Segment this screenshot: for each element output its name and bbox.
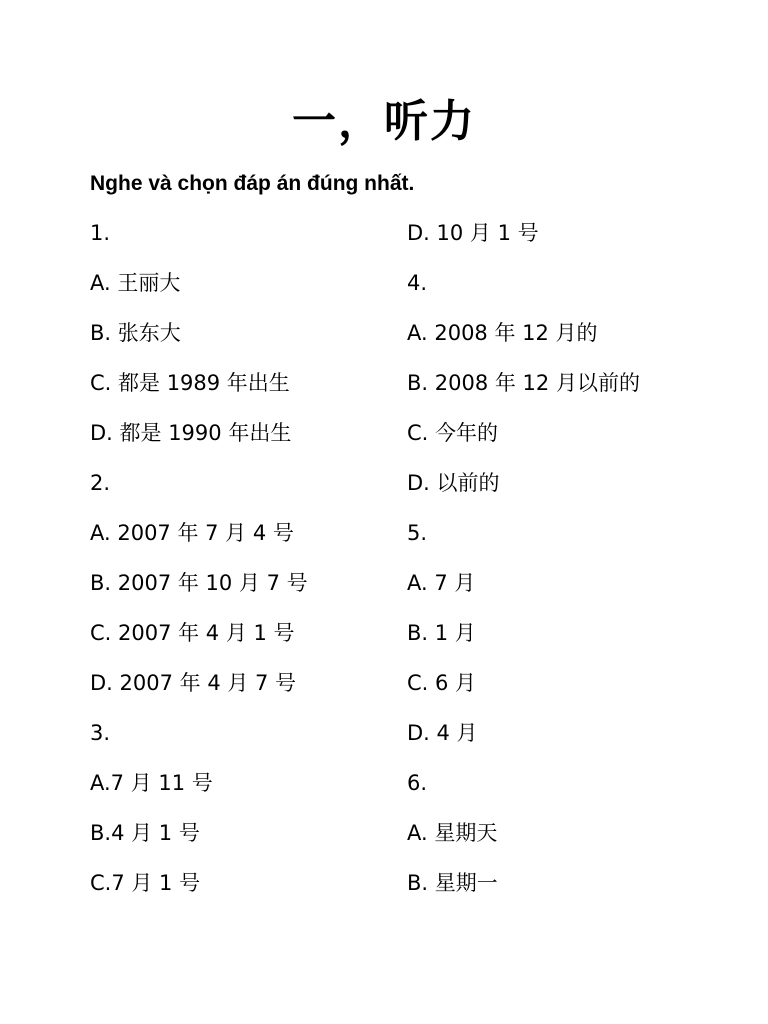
- instruction-text: Nghe và chọn đáp án đúng nhất.: [90, 172, 415, 195]
- answer-option: A. 王丽大: [90, 271, 181, 295]
- answer-option: A. 2008 年 12 月的: [407, 321, 598, 345]
- answer-option: D. 以前的: [407, 471, 500, 495]
- answer-option: C. 2007 年 4 月 1 号: [90, 621, 295, 645]
- answer-option: A. 星期天: [407, 821, 498, 845]
- answer-option: C. 都是 1989 年出生: [90, 371, 290, 395]
- question-line: 2.: [90, 471, 111, 495]
- answer-option: A. 7 月: [407, 571, 476, 595]
- answer-option: B. 张东大: [90, 321, 181, 345]
- answer-option: D. 都是 1990 年出生: [90, 421, 292, 445]
- answer-option: B. 1 月: [407, 621, 476, 645]
- answer-option: A. 2007 年 7 月 4 号: [90, 521, 294, 545]
- answer-option: D. 2007 年 4 月 7 号: [90, 671, 297, 695]
- answer-option: C. 6 月: [407, 671, 477, 695]
- answer-option: A.7 月 11 号: [90, 771, 213, 795]
- question-line: 6.: [407, 771, 428, 795]
- answer-option: D. 10 月 1 号: [407, 221, 539, 245]
- answer-option: B. 2008 年 12 月以前的: [407, 371, 640, 395]
- answer-option: C.7 月 1 号: [90, 871, 201, 895]
- question-line: 1.: [90, 221, 111, 245]
- question-line: 3.: [90, 721, 111, 745]
- answer-option: C. 今年的: [407, 421, 499, 445]
- answer-option: B. 星期一: [407, 871, 498, 895]
- answer-option: B.4 月 1 号: [90, 821, 200, 845]
- question-line: 4.: [407, 271, 428, 295]
- answer-option: B. 2007 年 10 月 7 号: [90, 571, 308, 595]
- question-line: 5.: [407, 521, 428, 545]
- right-question-column: [407, 216, 640, 916]
- section-title: 一，听力: [292, 96, 476, 147]
- left-question-column: [90, 216, 308, 916]
- answer-option: D. 4 月: [407, 721, 478, 745]
